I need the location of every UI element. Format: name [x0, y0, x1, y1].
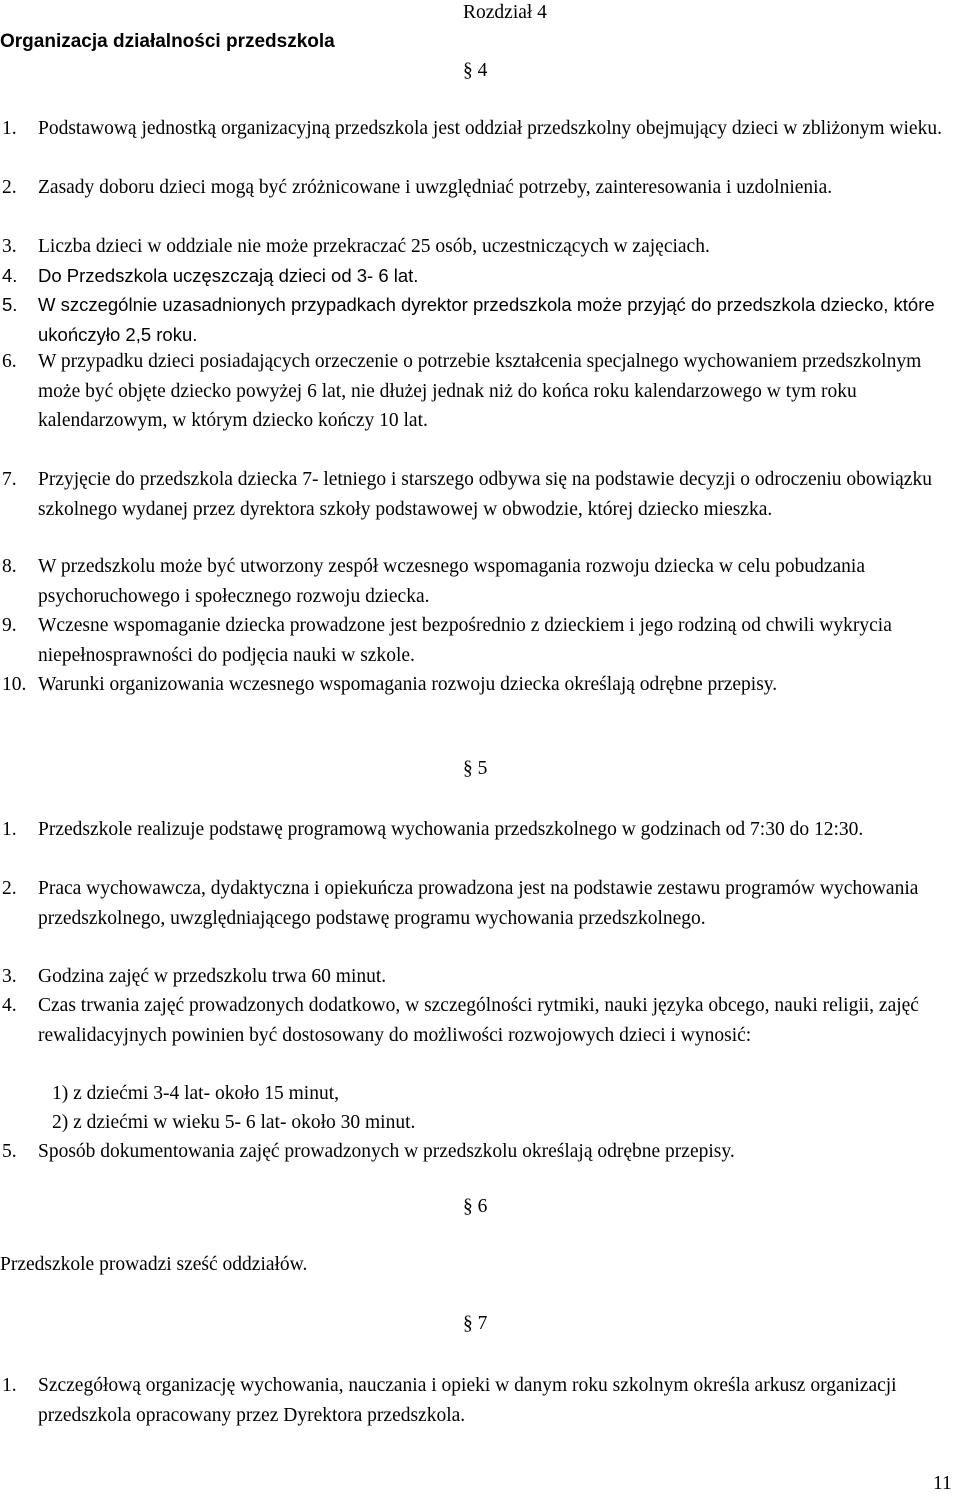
- paragraph-text: Przedszkole prowadzi sześć oddziałów.: [0, 1254, 308, 1275]
- list-item: [2, 874, 952, 933]
- item-text: Sposób dokumentowania zajęć prowadzonych w przedszkolu określają odrębne przepisy.: [38, 1141, 735, 1162]
- item-number: 4.: [2, 265, 18, 286]
- list-item: [2, 1371, 952, 1430]
- item-number: 7.: [2, 469, 17, 490]
- list-item: [2, 261, 952, 291]
- item-text: Praca wychowawcza, dydaktyczna i opiekuńcza prowadzona jest na podstawie zestawu programów wychowania przedszkolnego, uwzględniającego podstawę programu wychowania przedszkolnego.: [38, 878, 919, 929]
- list-item: [2, 611, 952, 670]
- item-number: 3.: [2, 236, 17, 257]
- item-number: 5.: [2, 1141, 17, 1162]
- list-item: [2, 290, 952, 349]
- item-text: Liczba dzieci w oddziale nie może przekraczać 25 osób, uczestniczących w zajęciach.: [38, 236, 710, 257]
- item-text: Czas trwania zajęć prowadzonych dodatkowo, w szczególności rytmiki, nauki języka obcego, nauki religii, zajęć rewalidacyjnych powinien być dostosowany do możliwości rozwojowych dzieci i wynosić:: [38, 995, 919, 1046]
- item-text: Wczesne wspomaganie dziecka prowadzone jest bezpośrednio z dzieckiem i jego rodziną od chwili wykrycia niepełnosprawności do podjęcia nauki w szkole.: [38, 615, 892, 666]
- sub-item: 1) z dziećmi 3-4 lat- około 15 minut,: [52, 1083, 340, 1104]
- item-text: W przypadku dzieci posiadających orzeczenie o potrzebie kształcenia specjalnego wychowaniem przedszkolnym może być objęte dziecko powyżej 6 lat, nie dłużej jednak niż do końca roku kalendarzowego w tym roku kalendarzowym, w którym dziecko kończy 10 lat.: [38, 351, 922, 431]
- item-text: Warunki organizowania wczesnego wspomagania rozwoju dziecka określają odrębne przepisy.: [38, 674, 778, 695]
- item-number: 5.: [2, 294, 18, 315]
- list-item: [2, 114, 952, 144]
- item-text: Szczegółową organizację wychowania, nauczania i opieki w danym roku szkolnym określa arkusz organizacji przedszkola opracowany przez Dyrektora przedszkola.: [38, 1375, 897, 1426]
- item-text: Godzina zajęć w przedszkolu trwa 60 minut.: [38, 966, 387, 987]
- item-number: 1.: [2, 118, 17, 139]
- list-item: [2, 347, 952, 436]
- list-item: [2, 232, 952, 262]
- item-number: 10.: [2, 674, 27, 695]
- item-text: Podstawową jednostką organizacyjną przedszkola jest oddział przedszkolny obejmujący dzieci w zbliżonym wieku.: [38, 118, 942, 139]
- item-text: Zasady doboru dzieci mogą być zróżnicowane i uwzględniać potrzeby, zainteresowania i uzdolnienia.: [38, 177, 833, 198]
- item-number: 2.: [2, 177, 17, 198]
- list-item: [2, 465, 952, 524]
- section-heading-7: § 7: [463, 1313, 488, 1334]
- item-number: 2.: [2, 878, 17, 899]
- item-number: 4.: [2, 995, 17, 1016]
- section-heading-5: § 5: [463, 758, 488, 779]
- item-number: 6.: [2, 351, 17, 372]
- item-text: Do Przedszkola uczęszczają dzieci od 3- 6 lat.: [38, 265, 419, 286]
- item-text: Przyjęcie do przedszkola dziecka 7- letniego i starszego odbywa się na podstawie decyzji o odroczeniu obowiązku szkolnego wydanej przez dyrektora szkoły podstawowej w obwodzie, której dziecko mieszka.: [38, 469, 932, 520]
- list-item: [2, 1137, 952, 1167]
- list-item: [2, 815, 952, 845]
- list-item: [2, 962, 952, 992]
- sub-item: 2) z dziećmi w wieku 5- 6 lat- około 30 minut.: [52, 1112, 416, 1133]
- chapter-title: Organizacja działalności przedszkola: [0, 31, 335, 52]
- item-number: 9.: [2, 615, 17, 636]
- item-text: Przedszkole realizuje podstawę programową wychowania przedszkolnego w godzinach od 7:30 do 12:30.: [38, 819, 864, 840]
- section-heading-6: § 6: [463, 1196, 488, 1217]
- item-number: 3.: [2, 966, 17, 987]
- page-number: 11: [933, 1473, 952, 1494]
- item-text: W szczególnie uzasadnionych przypadkach dyrektor przedszkola może przyjąć do przedszkola dziecko, które ukończyło 2,5 roku.: [38, 294, 935, 345]
- section-heading-4: § 4: [463, 60, 488, 81]
- chapter-label: Rozdział 4: [463, 2, 547, 23]
- item-number: 8.: [2, 556, 17, 577]
- item-number: 1.: [2, 819, 17, 840]
- item-text: W przedszkolu może być utworzony zespół wczesnego wspomagania rozwoju dziecka w celu pobudzania psychoruchowego i społecznego rozwoju dziecka.: [38, 556, 866, 607]
- item-number: 1.: [2, 1375, 17, 1396]
- list-item: [2, 552, 952, 611]
- list-item: [2, 173, 952, 203]
- list-item: [2, 670, 952, 700]
- list-item: [2, 991, 952, 1050]
